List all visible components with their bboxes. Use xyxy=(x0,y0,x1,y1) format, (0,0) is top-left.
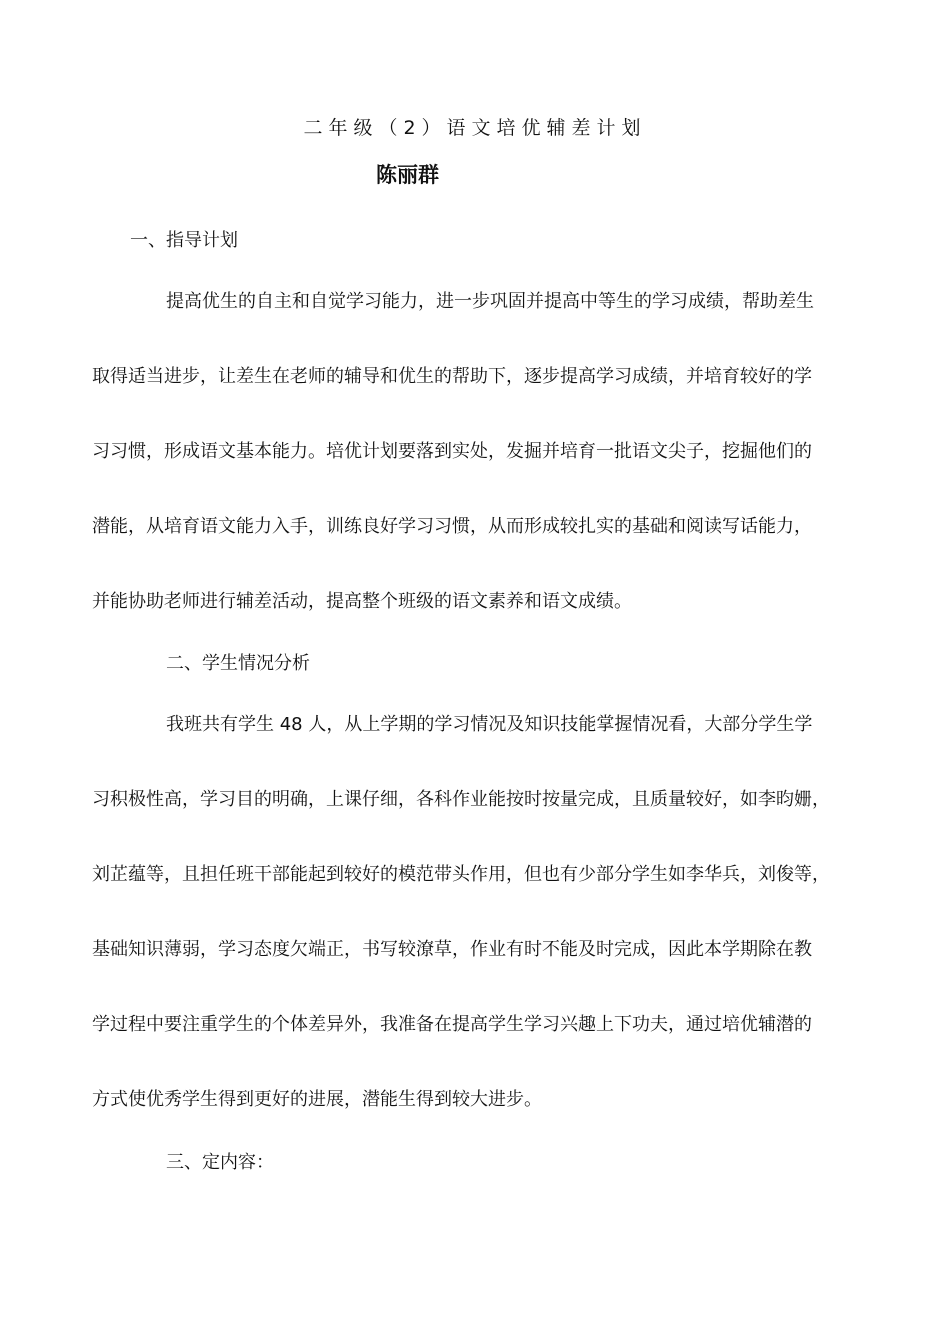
paragraph-line: 方式使优秀学生得到更好的进展，潜能生得到较大进步。 xyxy=(92,1089,542,1110)
paragraph-line: 我班共有学生 48 人，从上学期的学习情况及知识技能掌握情况看，大部分学生学 xyxy=(166,714,813,735)
paragraph-line: 取得适当进步，让差生在老师的辅导和优生的帮助下，逐步提高学习成绩，并培育较好的学 xyxy=(92,366,812,387)
document-title: 二年级（2）语文培优辅差计划 xyxy=(303,117,647,139)
paragraph-line: 刘芷蕴等，且担任班干部能起到较好的模范带头作用，但也有少部分学生如李华兵，刘俊等， xyxy=(92,864,830,885)
author-name: 陈丽群 xyxy=(376,163,439,187)
section-heading-content: 三、定内容： xyxy=(166,1152,274,1173)
section-heading-guidance-plan: 一、指导计划 xyxy=(130,230,238,251)
paragraph-line: 并能协助老师进行辅差活动，提高整个班级的语文素养和语文成绩。 xyxy=(92,591,632,612)
section-heading-student-analysis: 二、学生情况分析 xyxy=(166,653,310,674)
paragraph-line: 提高优生的自主和自觉学习能力，进一步巩固并提高中等生的学习成绩，帮助差生 xyxy=(166,291,814,312)
paragraph-line: 习习惯，形成语文基本能力。培优计划要落到实处，发掘并培育一批语文尖子，挖掘他们的 xyxy=(92,441,812,462)
paragraph-line: 基础知识薄弱，学习态度欠端正，书写较潦草，作业有时不能及时完成，因此本学期除在教 xyxy=(92,939,812,960)
paragraph-line: 习积极性高，学习目的明确，上课仔细，各科作业能按时按量完成，且质量较好，如李昀姗， xyxy=(92,789,830,810)
paragraph-line: 潜能，从培育语文能力入手，训练良好学习习惯，从而形成较扎实的基础和阅读写话能力， xyxy=(92,516,812,537)
paragraph-line: 学过程中要注重学生的个体差异外，我准备在提高学生学习兴趣上下功夫，通过培优辅潜的 xyxy=(92,1014,812,1035)
